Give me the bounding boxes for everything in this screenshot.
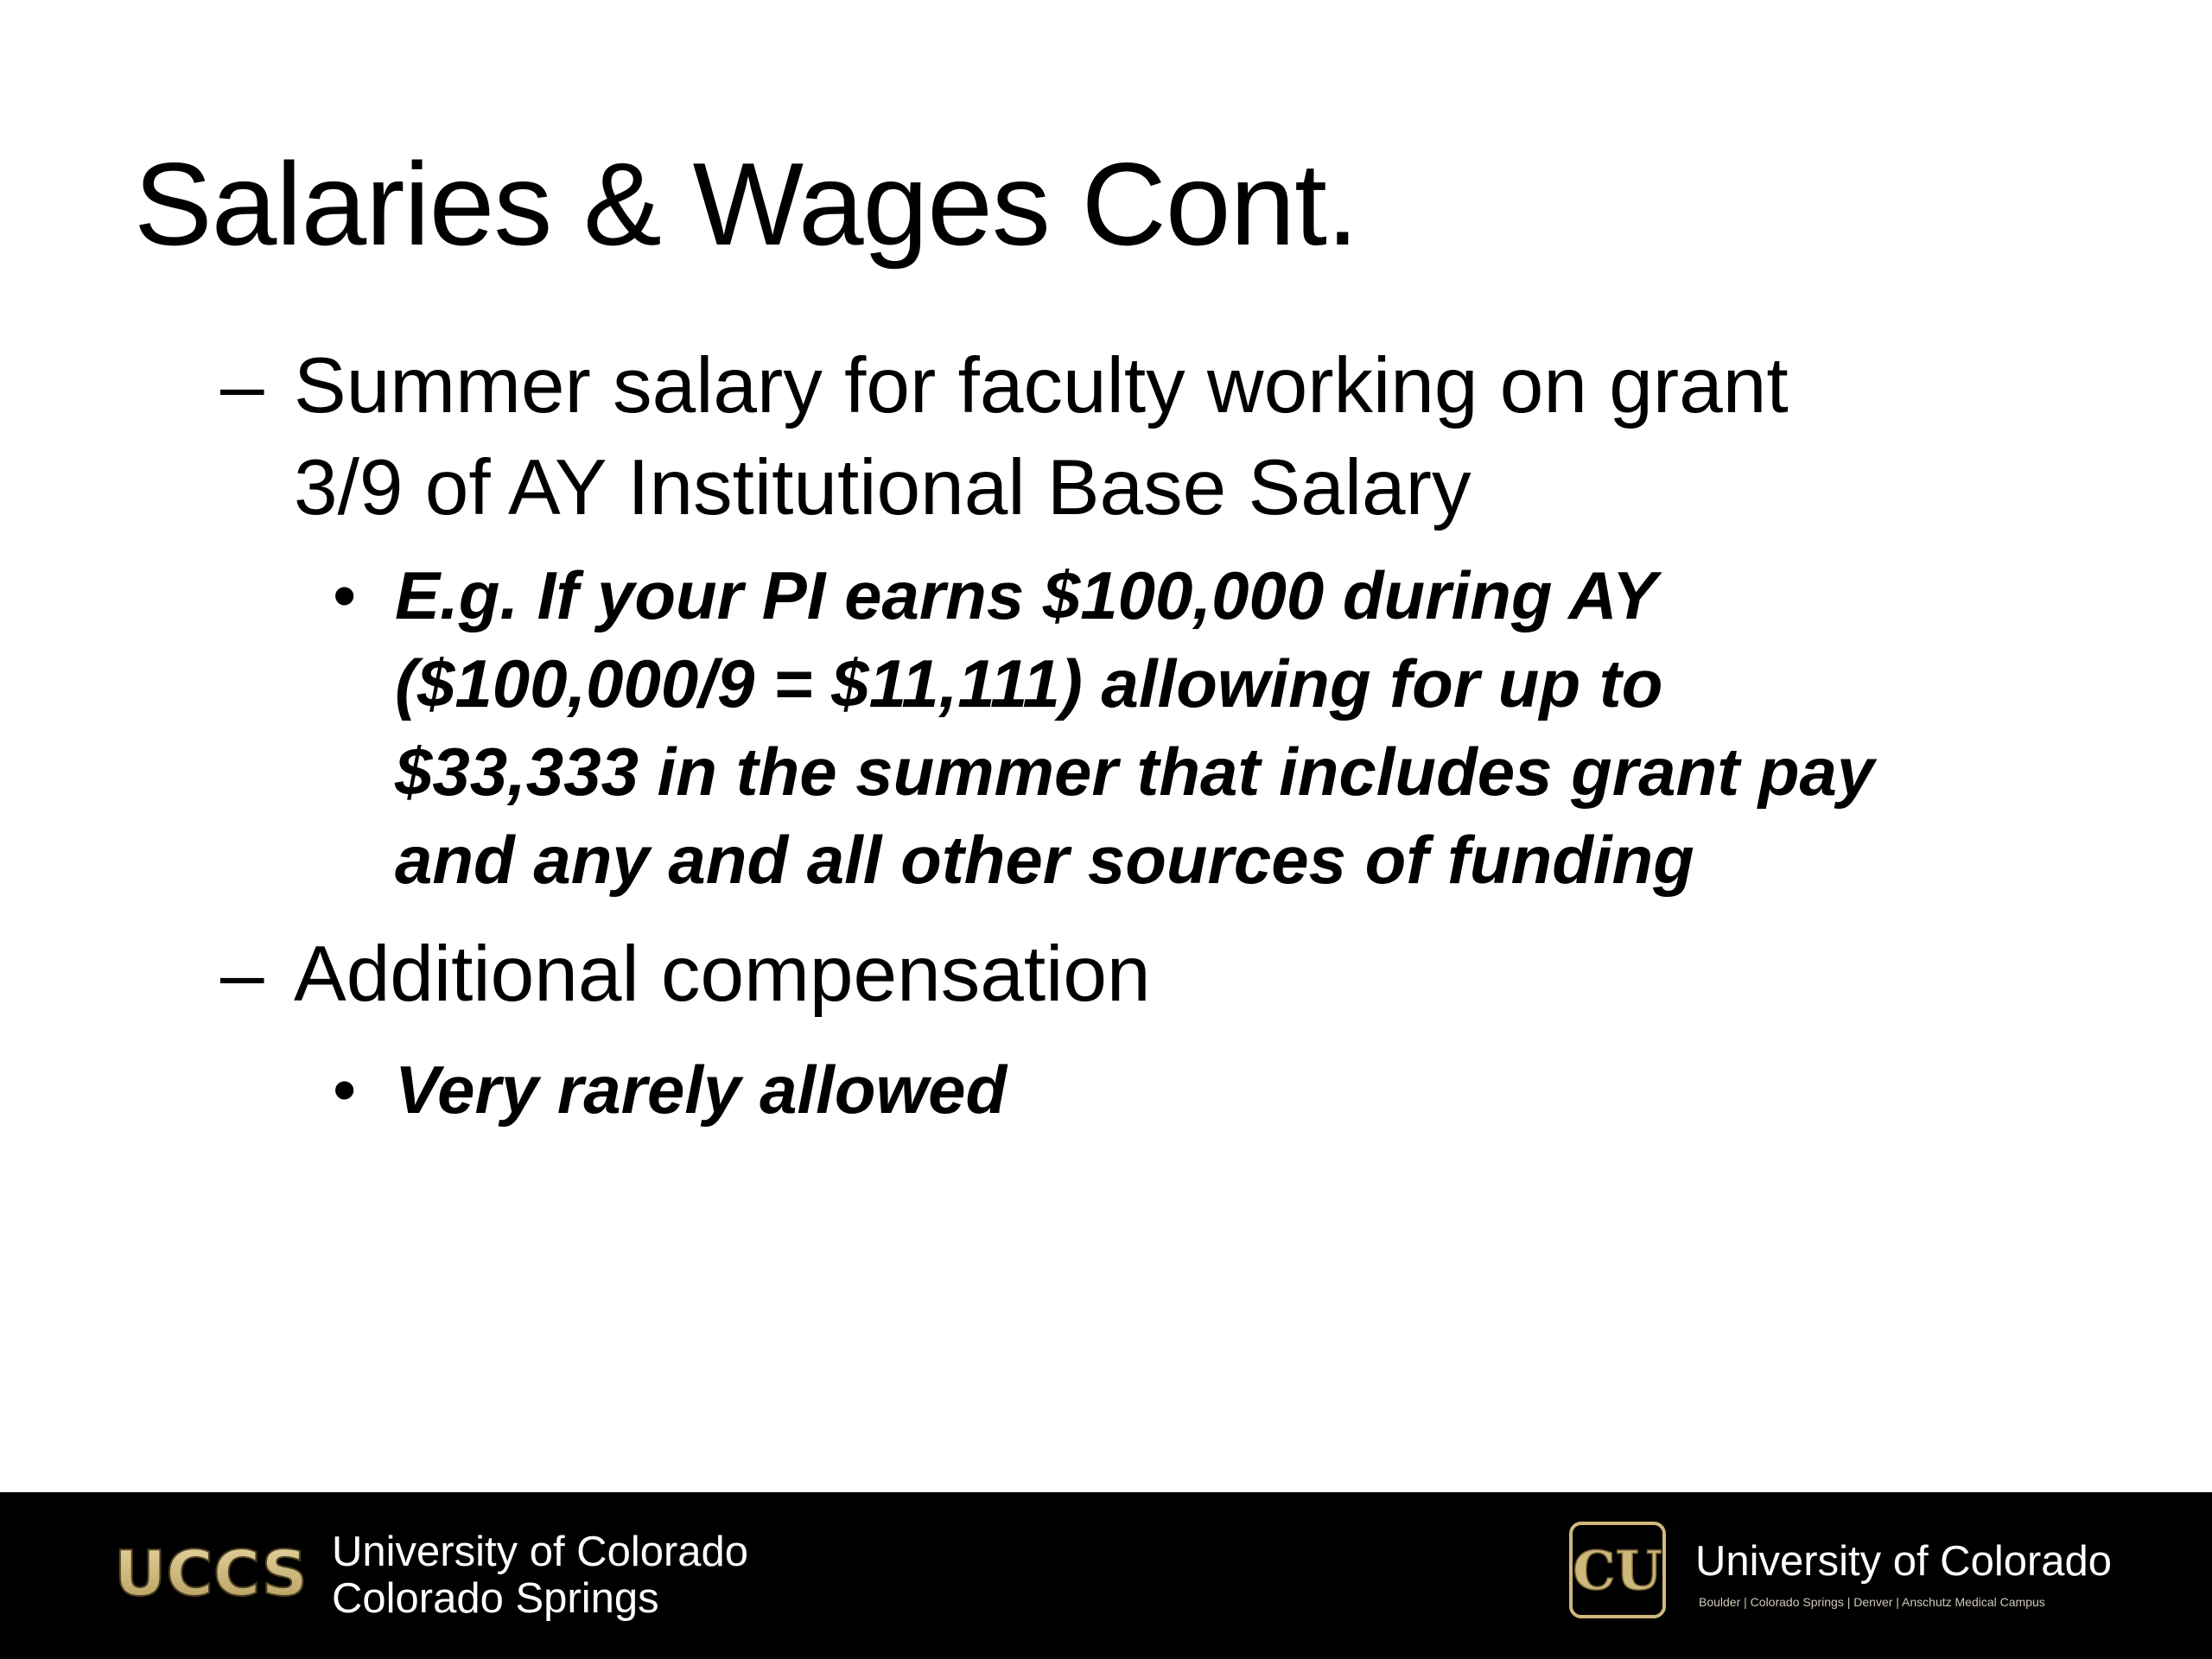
cu-interlocking-logo [1566, 1518, 1669, 1622]
sub-bullet-rarely-allowed [333, 1046, 1007, 1134]
uccs-logo [111, 1540, 311, 1609]
bullet-additional-compensation [220, 924, 1151, 1026]
slide-title: Salaries & Wages Cont. [134, 138, 1358, 270]
sub-bullet-text-line: Very rarely allowed [395, 1052, 1007, 1128]
uccs-wordmark: UCCS [114, 1540, 308, 1609]
sub-bullet-text-line: $33,333 in the summer that includes grant pay [395, 734, 1875, 810]
bullet-text-line: Additional compensation [294, 931, 1151, 1018]
bullet-marker: • [333, 557, 357, 633]
bullet-marker: • [333, 1052, 357, 1128]
sub-bullet-text-line: E.g. If your PI earns $100,000 during AY [395, 557, 1657, 633]
uccs-institution-name [332, 1529, 748, 1622]
cu-campus-list: Boulder | Colorado Springs | Denver | Anschutz Medical Campus [1699, 1595, 2045, 1609]
bullet-text-line: 3/9 of AY Institutional Base Salary [294, 444, 1471, 531]
cu-monogram: CU [1573, 1539, 1662, 1602]
footer-bar [0, 1492, 2212, 1659]
dash-marker: – [220, 931, 264, 1018]
bullet-text-line: Summer salary for faculty working on grant [294, 342, 1789, 429]
uccs-line-1: University of Colorado [332, 1529, 749, 1575]
uccs-line-2: Colorado Springs [332, 1575, 659, 1622]
bullet-summer-salary [220, 335, 1789, 539]
sub-bullet-text-line: ($100,000/9 = $11,111) allowing for up to [395, 645, 1663, 721]
sub-bullet-text-line: and any and all other sources of funding [395, 822, 1694, 898]
sub-bullet-example [333, 551, 1874, 904]
cu-university-name: University of Colorado [1695, 1538, 2113, 1585]
dash-marker: – [220, 342, 264, 429]
